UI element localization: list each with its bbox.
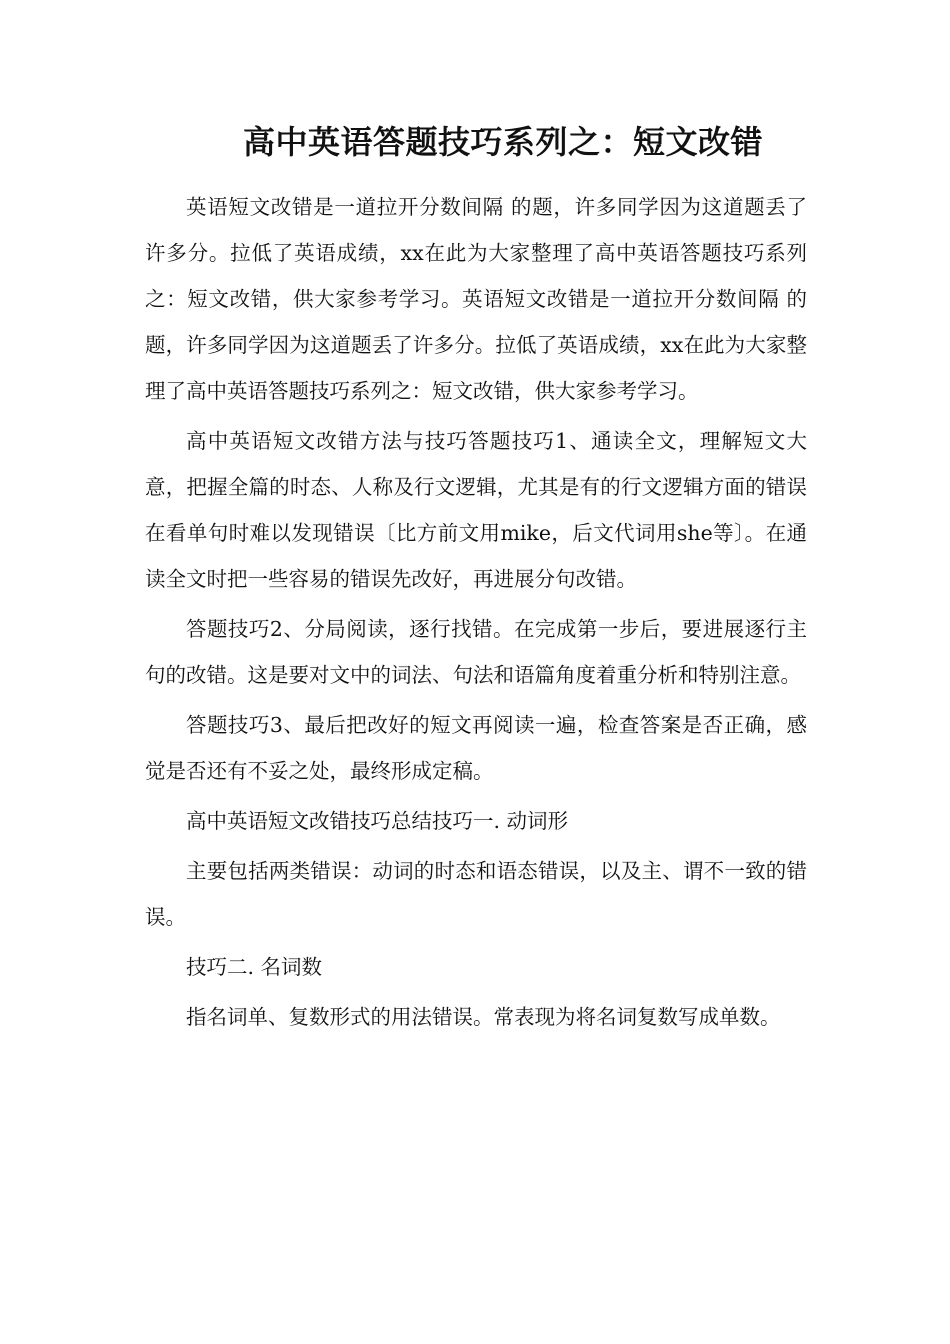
paragraph-verb-errors: 主要包括两类错误：动词的时态和语态错误，以及主、谓不一致的错误。 [145,859,807,929]
document-title: 高中英语答题技巧系列之：短文改错 [243,123,764,161]
paragraph-noun-errors: 指名词单、复数形式的用法错误。常表现为将名词复数写成单数。 [186,1005,781,1029]
paragraph-tip-1: 高中英语短文改错方法与技巧答题技巧1、通读全文，理解短文大意，把握全篇的时态、人称及行文逻辑，尤其是有的行文逻辑方面的错误在看单句时难以发现错误〔比方前文用mike，后文代词用she等〕。在通读全文时把一些容易的错误先改好，再进展分句改错。 [145,429,807,591]
paragraph-summary-heading: 高中英语短文改错技巧总结技巧一. 动词形 [186,809,569,833]
paragraph-noun-heading: 技巧二. 名词数 [186,955,323,979]
paragraph-tip-2: 答题技巧2、分局阅读，逐行找错。在完成第一步后，要进展逐行主句的改错。这是要对文中的词法、句法和语篇角度着重分析和特别注意。 [145,617,807,687]
paragraph-tip-3: 答题技巧3、最后把改好的短文再阅读一遍，检查答案是否正确，感觉是否还有不妥之处，最终形成定稿。 [145,713,807,783]
paragraph-intro: 英语短文改错是一道拉开分数间隔 的题，许多同学因为这道题丢了许多分。拉低了英语成绩，xx在此为大家整理了高中英语答题技巧系列之：短文改错，供大家参考学习。英语短文改错是一道拉开分数间隔 的题，许多同学因为这道题丢了许多分。拉低了英语成绩，xx在此为大家整理了高中英语答题技巧系列之：短文改错，供大家参考学习。 [145,195,807,403]
